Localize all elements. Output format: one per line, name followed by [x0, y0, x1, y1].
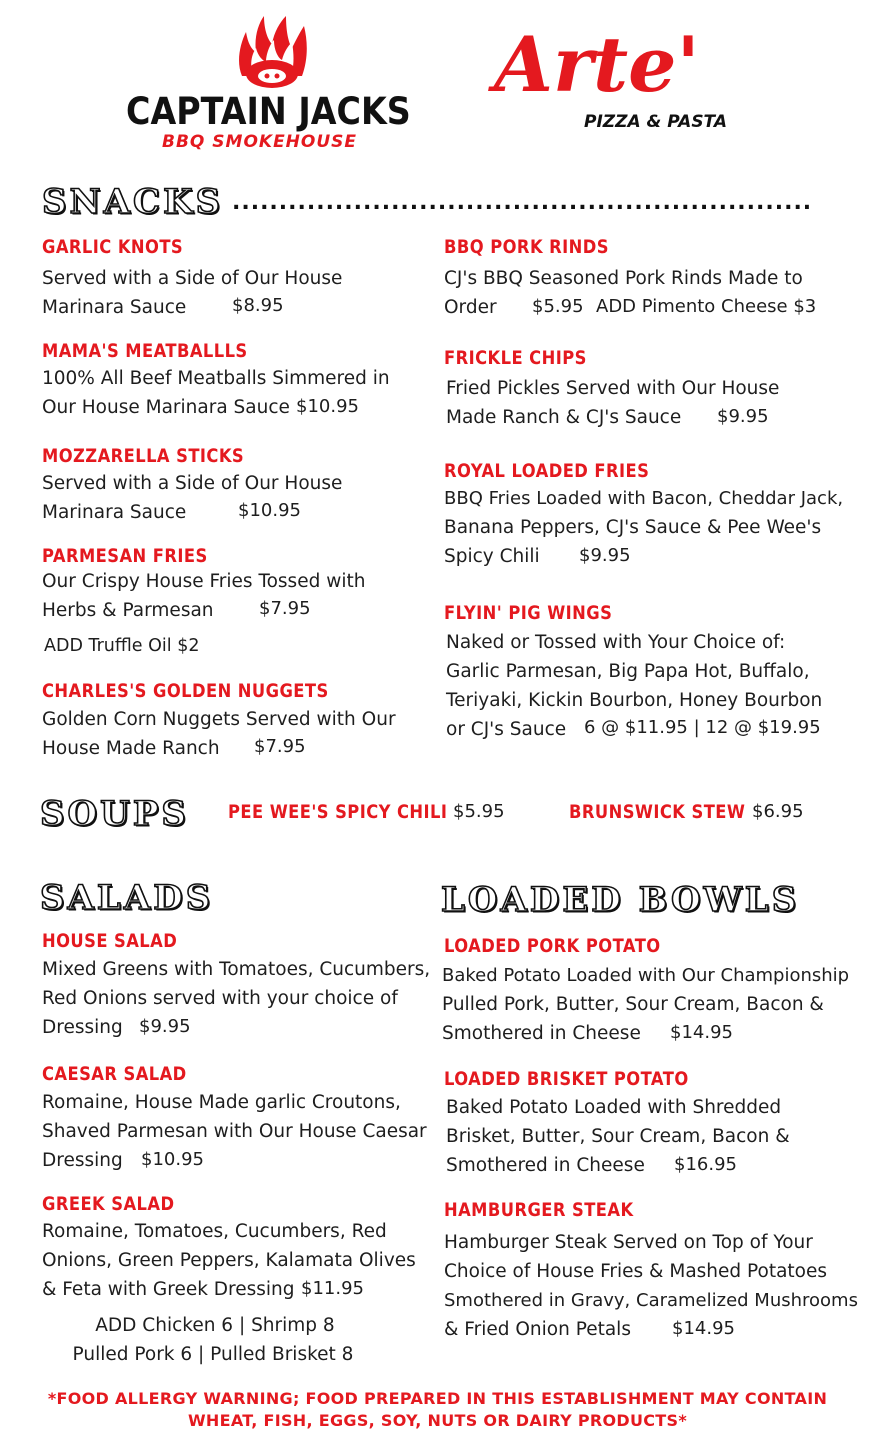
item-description: Naked or Tossed with Your Choice of:	[446, 632, 786, 653]
item-description: Dressing	[42, 1150, 123, 1171]
item-description: Mixed Greens with Tomatoes, Cucumbers,	[42, 959, 431, 980]
item-name: LOADED PORK POTATO	[444, 935, 661, 957]
flaming-pig-icon	[234, 14, 310, 88]
item-name: ROYAL LOADED FRIES	[444, 460, 650, 482]
item-name: MOZZARELLA STICKS	[42, 445, 245, 467]
snacks-dot-leader: ..............................................................	[232, 190, 813, 215]
item-description: Served with a Side of Our House	[42, 473, 343, 494]
item-price: $10.95	[296, 396, 359, 417]
item-price: $10.95	[141, 1149, 204, 1170]
salad-addons-line: Pulled Pork 6 | Pulled Brisket 8	[72, 1344, 354, 1365]
captain-jacks-subtitle: BBQ SMOKEHOUSE	[162, 132, 358, 152]
item-description: Dressing	[42, 1017, 123, 1038]
item-name: BBQ PORK RINDS	[444, 236, 609, 258]
item-description: Marinara Sauce	[42, 297, 187, 318]
allergy-warning-line: WHEAT, FISH, EGGS, SOY, NUTS OR DAIRY PRODUCTS*	[187, 1411, 687, 1430]
item-description: Our Crispy House Fries Tossed with	[42, 571, 366, 592]
item-description: House Made Ranch	[42, 738, 220, 759]
item-description: CJ's BBQ Seasoned Pork Rinds Made to	[444, 268, 803, 289]
item-description: Red Onions served with your choice of	[42, 988, 398, 1009]
item-price: $10.95	[238, 500, 301, 521]
item-price: $14.95	[670, 1022, 733, 1043]
loaded-bowls-heading: LOADED BOWLS	[441, 880, 800, 920]
snacks-heading: SNACKS	[42, 182, 224, 222]
item-name: FLYIN' PIG WINGS	[444, 602, 613, 624]
item-description: Order	[444, 297, 497, 318]
salads-heading: SALADS	[40, 878, 214, 918]
item-name: PARMESAN FRIES	[42, 545, 208, 567]
captain-jacks-name: CAPTAIN JACKS	[126, 90, 411, 133]
item-description: Herbs & Parmesan	[42, 600, 214, 621]
soup-name: BRUNSWICK STEW	[569, 801, 746, 823]
item-description: Choice of House Fries & Mashed Potatoes	[444, 1261, 828, 1282]
soup-name: PEE WEE'S SPICY CHILI	[228, 801, 448, 823]
item-description: Smothered in Gravy, Caramelized Mushrooms	[444, 1290, 858, 1311]
captain-jacks-logo	[126, 14, 426, 156]
item-name: CHARLES'S GOLDEN NUGGETS	[42, 680, 329, 702]
item-price: $7.95	[259, 598, 311, 619]
item-price: 6 @ $11.95 | 12 @ $19.95	[584, 717, 821, 738]
item-description: Romaine, Tomatoes, Cucumbers, Red	[42, 1221, 387, 1242]
item-description: Served with a Side of Our House	[42, 268, 343, 289]
item-addon: ADD Pimento Cheese $3	[596, 296, 817, 317]
item-description: 100% All Beef Meatballs Simmered in	[42, 368, 390, 389]
item-description: Shaved Parmesan with Our House Caesar	[42, 1121, 427, 1142]
item-price: $16.95	[674, 1154, 737, 1175]
item-description: Baked Potato Loaded with Shredded	[446, 1097, 782, 1118]
item-name: HAMBURGER STEAK	[444, 1199, 634, 1221]
item-name: HOUSE SALAD	[42, 930, 178, 952]
item-description: Banana Peppers, CJ's Sauce & Pee Wee's	[444, 517, 822, 538]
item-description: & Feta with Greek Dressing	[42, 1279, 295, 1300]
item-description: Baked Potato Loaded with Our Championship	[442, 965, 850, 986]
item-description: Fried Pickles Served with Our House	[446, 378, 780, 399]
item-description: Pulled Pork, Butter, Sour Cream, Bacon &	[442, 994, 824, 1015]
item-description: Garlic Parmesan, Big Papa Hot, Buffalo,	[446, 661, 810, 682]
item-price: $11.95	[301, 1278, 364, 1299]
arte-name: Arte'	[494, 20, 700, 109]
item-name: GARLIC KNOTS	[42, 236, 184, 258]
item-description: Hamburger Steak Served on Top of Your	[444, 1232, 813, 1253]
item-name: LOADED BRISKET POTATO	[444, 1068, 689, 1090]
item-name: CAESAR SALAD	[42, 1063, 187, 1085]
item-description: Smothered in Cheese	[442, 1023, 641, 1044]
item-price: $9.95	[717, 406, 769, 427]
item-price: $5.95	[532, 296, 584, 317]
item-description: Marinara Sauce	[42, 502, 187, 523]
item-description: Smothered in Cheese	[446, 1155, 645, 1176]
item-name: GREEK SALAD	[42, 1193, 175, 1215]
item-description: & Fried Onion Petals	[444, 1319, 631, 1340]
soup-price: $5.95	[453, 801, 505, 822]
item-description: Our House Marinara Sauce	[42, 397, 290, 418]
item-name: MAMA'S MEATBALLLS	[42, 340, 248, 362]
item-description: Golden Corn Nuggets Served with Our	[42, 709, 396, 730]
arte-logo	[490, 20, 760, 140]
item-price: $8.95	[232, 295, 284, 316]
item-description: Spicy Chili	[444, 546, 540, 567]
item-name: FRICKLE CHIPS	[444, 347, 587, 369]
item-description: Made Ranch & CJ's Sauce	[446, 407, 682, 428]
allergy-warning-line: *FOOD ALLERGY WARNING; FOOD PREPARED IN THIS ESTABLISHMENT MAY CONTAIN	[47, 1389, 828, 1408]
item-addon: ADD Truffle Oil $2	[44, 636, 200, 656]
soup-price: $6.95	[752, 801, 804, 822]
item-price: $7.95	[254, 736, 306, 757]
soups-heading: SOUPS	[40, 794, 189, 834]
item-description: Teriyaki, Kickin Bourbon, Honey Bourbon	[446, 690, 823, 711]
item-price: $9.95	[579, 545, 631, 566]
item-price: $9.95	[139, 1016, 191, 1037]
item-description: Romaine, House Made garlic Croutons,	[42, 1092, 401, 1113]
item-description: Onions, Green Peppers, Kalamata Olives	[42, 1250, 416, 1271]
salad-addons-line: ADD Chicken 6 | Shrimp 8	[95, 1315, 335, 1336]
item-description: Brisket, Butter, Sour Cream, Bacon &	[446, 1126, 790, 1147]
item-description: or CJ's Sauce	[446, 719, 567, 740]
item-description: BBQ Fries Loaded with Bacon, Cheddar Jack,	[444, 488, 844, 509]
arte-subtitle: PIZZA & PASTA	[584, 112, 727, 132]
item-price: $14.95	[672, 1318, 735, 1339]
